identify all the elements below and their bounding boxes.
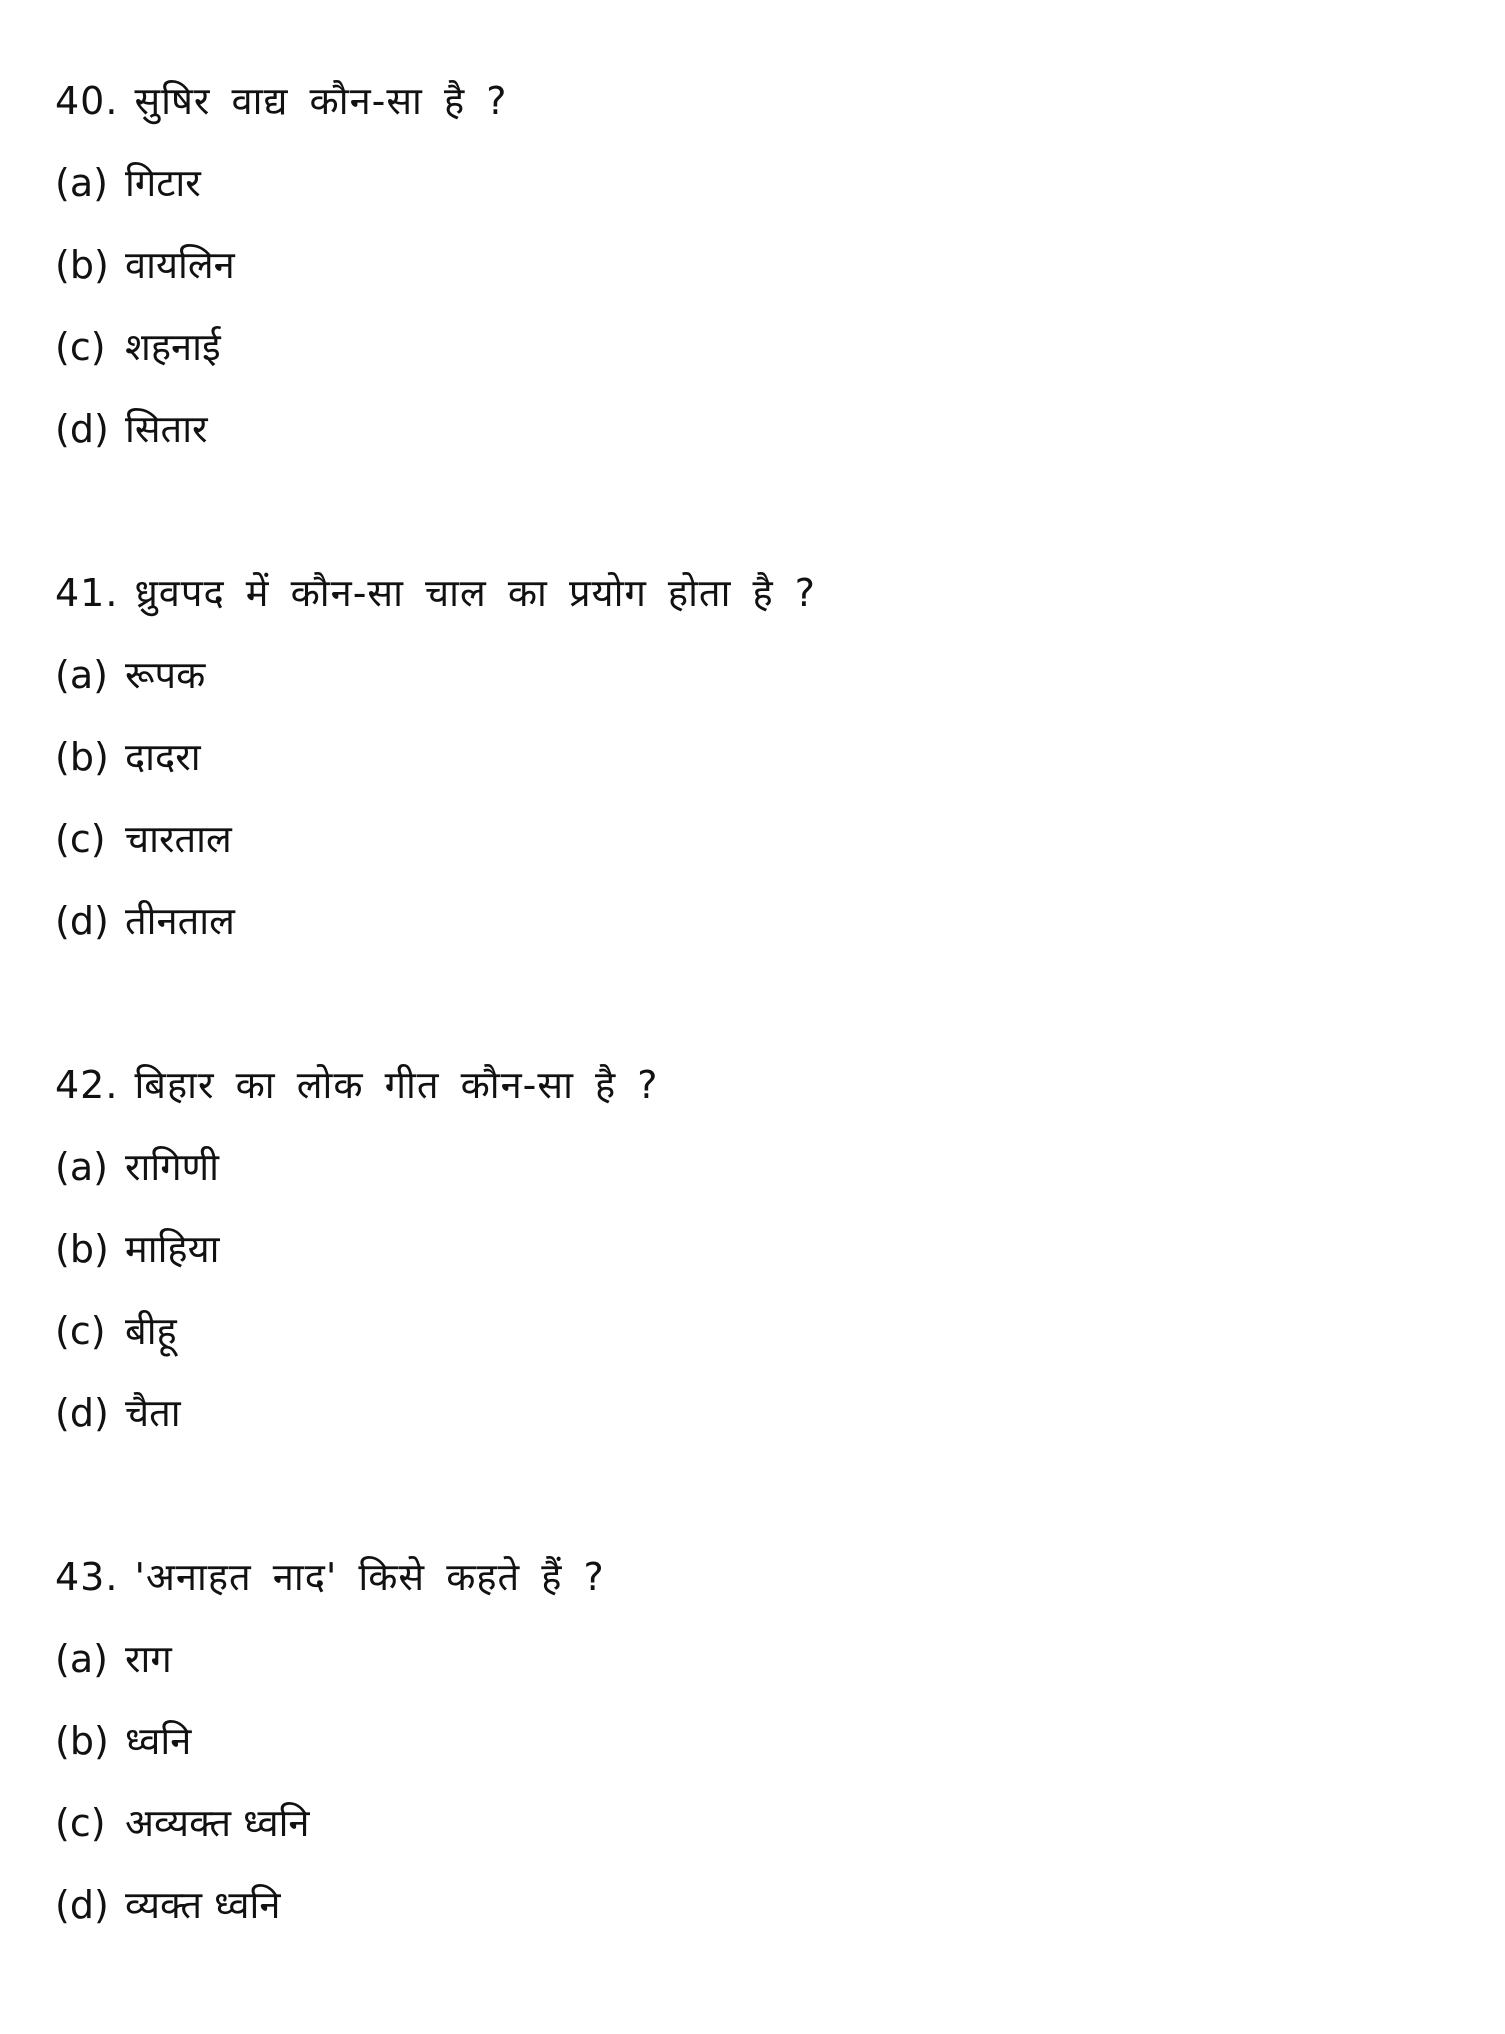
option-b: [55, 224, 1455, 306]
option-letter: (c): [55, 817, 106, 861]
option-text: अव्यक्त ध्वनि: [125, 1801, 310, 1845]
option-text: माहिया: [125, 1227, 220, 1271]
option-text: ध्वनि: [125, 1719, 192, 1763]
option-text: तीनताल: [125, 899, 235, 943]
option-letter: (d): [55, 407, 109, 451]
option-letter: (b): [55, 1227, 109, 1271]
question-line: [55, 60, 1455, 142]
option-d: [55, 1864, 1455, 1946]
option-letter: (a): [55, 1145, 108, 1189]
question-line: [55, 1044, 1455, 1126]
question-text: ध्रुवपद में कौन-सा चाल का प्रयोग होता है ?: [134, 571, 816, 615]
option-letter: (a): [55, 161, 108, 205]
option-text: राग: [125, 1637, 172, 1681]
option-a: [55, 634, 1455, 716]
question-line: [55, 552, 1455, 634]
question-number: 40.: [55, 79, 119, 123]
option-text: रूपक: [125, 653, 206, 697]
question-text: बिहार का लोक गीत कौन-सा है ?: [134, 1063, 659, 1107]
question-40: [55, 60, 1455, 470]
option-b: [55, 716, 1455, 798]
question-number: 42.: [55, 1063, 119, 1107]
option-text: चैता: [125, 1391, 181, 1435]
option-a: [55, 1126, 1455, 1208]
option-text: बीहू: [125, 1309, 177, 1353]
option-d: [55, 1372, 1455, 1454]
option-letter: (d): [55, 899, 109, 943]
question-number: 41.: [55, 571, 119, 615]
option-a: [55, 142, 1455, 224]
question-text: सुषिर वाद्य कौन-सा है ?: [134, 79, 508, 123]
option-c: [55, 1782, 1455, 1864]
option-text: रागिणी: [125, 1145, 219, 1189]
option-letter: (c): [55, 325, 106, 369]
option-text: शहनाई: [125, 325, 221, 369]
question-42: [55, 1044, 1455, 1454]
option-letter: (b): [55, 1719, 109, 1763]
option-text: सितार: [125, 407, 208, 451]
option-letter: (c): [55, 1309, 106, 1353]
option-letter: (b): [55, 243, 109, 287]
option-c: [55, 798, 1455, 880]
option-b: [55, 1700, 1455, 1782]
question-43: [55, 1536, 1455, 1946]
option-letter: (a): [55, 1637, 108, 1681]
option-text: गिटार: [125, 161, 201, 205]
option-text: दादरा: [125, 735, 201, 779]
option-c: [55, 306, 1455, 388]
option-letter: (c): [55, 1801, 106, 1845]
option-d: [55, 388, 1455, 470]
question-text: 'अनाहत नाद' किसे कहते हैं ?: [134, 1555, 605, 1599]
question-41: [55, 552, 1455, 962]
option-text: व्यक्त ध्वनि: [125, 1883, 281, 1927]
option-letter: (d): [55, 1883, 109, 1927]
option-b: [55, 1208, 1455, 1290]
option-letter: (a): [55, 653, 108, 697]
option-d: [55, 880, 1455, 962]
option-text: वायलिन: [125, 243, 235, 287]
option-c: [55, 1290, 1455, 1372]
option-letter: (d): [55, 1391, 109, 1435]
question-line: [55, 1536, 1455, 1618]
question-number: 43.: [55, 1555, 119, 1599]
option-letter: (b): [55, 735, 109, 779]
option-a: [55, 1618, 1455, 1700]
option-text: चारताल: [125, 817, 232, 861]
